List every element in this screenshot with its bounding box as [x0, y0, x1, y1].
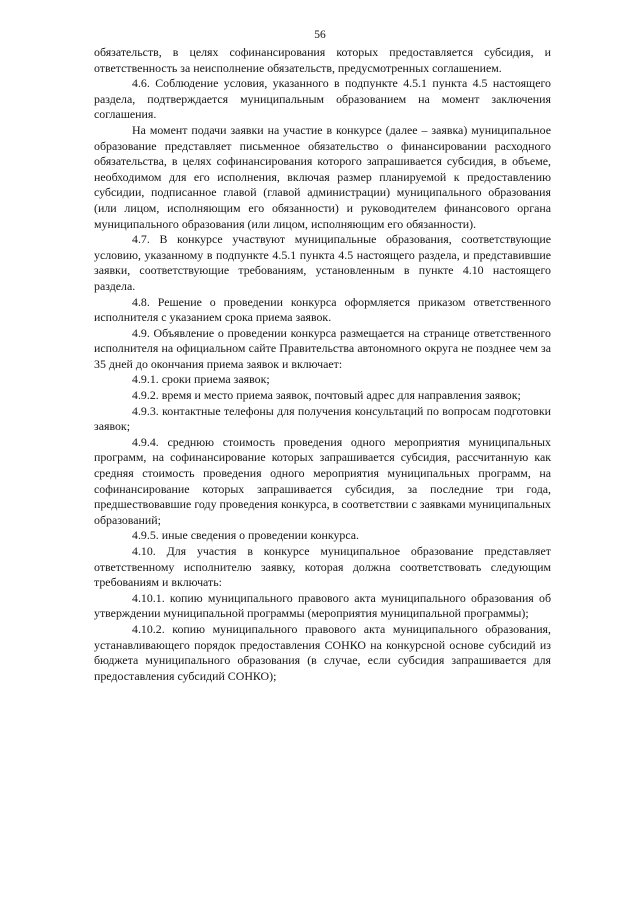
paragraph-4-9-4: 4.9.4. среднюю стоимость проведения одного мероприятия муниципальных программ, на софинансирование которых запрашивается субсидия, рассчитанную как средняя стоимость проведения одного мероприятия муниципальных программ, на софинансирование которых запрашивается субсидия, за последние три года, предшествовавшие году проведения конкурса, в соответствии с заявками муниципальных образований;	[94, 434, 551, 527]
paragraph-4-10: 4.10. Для участия в конкурсе муниципальное образование представляет ответственному исполнителю заявку, которая должна соответствовать следующим требованиям и включать:	[94, 544, 551, 590]
paragraph-application-obligation: На момент подачи заявки на участие в конкурсе (далее – заявка) муниципальное образование представляет письменное обязательство о финансировании расходного обязательства, в целях софинансирования которого запрашивается субсидия, в объеме, необходимом для его исполнения, включая размер планируемой к предоставлению субсидии, подписанное главой (главой администрации) муниципального образования (или лицом, исполняющим его обязанности) и руководителем финансового органа муниципального образования (или лицом, исполняющим его обязанности).	[94, 122, 551, 231]
paragraph-4-9-3: 4.9.3. контактные телефоны для получения консультаций по вопросам подготовки заявок;	[94, 403, 551, 434]
paragraph-4-9: 4.9. Объявление о проведении конкурса размещается на странице ответственного исполнителя на официальном сайте Правительства автономного округа не позднее чем за 35 дней до окончания приема заявок и включает:	[94, 325, 551, 371]
paragraph-4-9-5: 4.9.5. иные сведения о проведении конкурса.	[132, 528, 360, 543]
paragraph-4-8: 4.8. Решение о проведении конкурса оформляется приказом ответственного исполнителя с указанием срока приема заявок.	[94, 294, 551, 325]
paragraph-4-9-2: 4.9.2. время и место приема заявок, почтовый адрес для направления заявок;	[132, 388, 521, 403]
paragraph-4-6: 4.6. Соблюдение условия, указанного в подпункте 4.5.1 пункта 4.5 настоящего раздела, подтверждается муниципальным образованием на момент заключения соглашения.	[94, 76, 551, 122]
paragraph-4-10-1: 4.10.1. копию муниципального правового акта муниципального образования об утверждении муниципальной программы (мероприятия муниципальной программы);	[94, 590, 551, 621]
document-body	[94, 45, 551, 684]
page-number: 56	[314, 29, 326, 41]
paragraph-4-9-1: 4.9.1. сроки приема заявок;	[132, 372, 270, 387]
paragraph-continuation: обязательств, в целях софинансирования которых предоставляется субсидия, и ответственность за неисполнение обязательств, предусмотренных соглашением.	[94, 45, 551, 75]
paragraph-4-10-2: 4.10.2. копию муниципального правового акта муниципального образования, устанавливающего порядок предоставления СОНКО на конкурсной основе субсидий из бюджета муниципального образования (в случае, если субсидия запрашивается для предоставления субсидий СОНКО);	[94, 621, 551, 683]
paragraph-4-7: 4.7. В конкурсе участвуют муниципальные образования, соответствующие условию, указанному в подпункте 4.5.1 пункта 4.5 настоящего раздела, и представившие заявки, соответствующие требованиям, установленным в пункте 4.10 настоящего раздела.	[94, 232, 551, 293]
